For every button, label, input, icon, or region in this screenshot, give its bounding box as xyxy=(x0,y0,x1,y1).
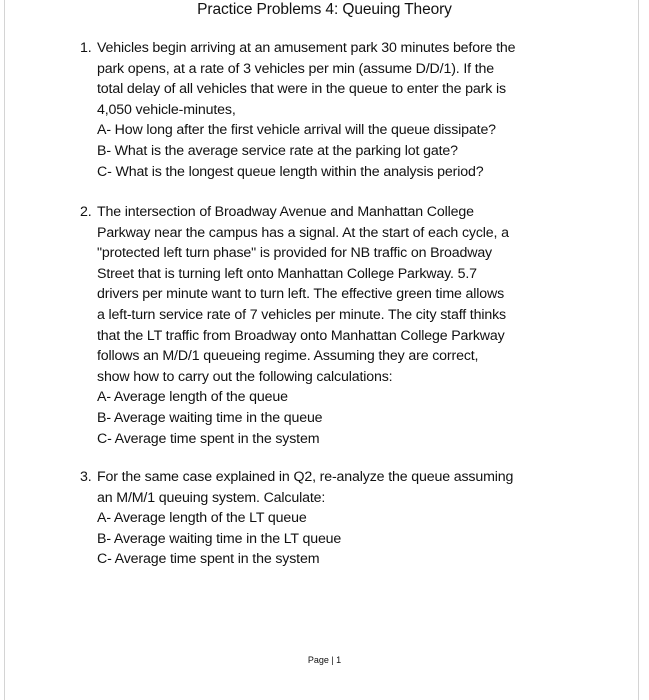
page-number: Page | 1 xyxy=(307,655,342,665)
page-left-edge xyxy=(4,0,5,700)
problem-number: 1. xyxy=(80,40,92,56)
problem-line: drivers per minute want to turn left. The effective green time allows xyxy=(97,286,505,303)
problem-line: Street that is turning left onto Manhattan College Parkway. 5.7 xyxy=(97,265,477,282)
problem-line: a left-turn service rate of 7 vehicles per minute. The city staff thinks xyxy=(97,306,506,323)
problem-line: 4,050 vehicle-minutes, xyxy=(97,101,236,118)
problem-2 xyxy=(80,202,580,449)
problem-line: show how to carry out the following calculations: xyxy=(97,368,393,385)
problem-number: 2. xyxy=(80,204,92,220)
question-a: A- Average length of the LT queue xyxy=(97,510,307,527)
problem-1 xyxy=(80,38,580,182)
problem-line: total delay of all vehicles that were in the queue to enter the park is xyxy=(97,81,506,98)
question-a: A- How long after the first vehicle arrival will the queue dissipate? xyxy=(97,122,496,139)
question-c: C- Average time spent in the system xyxy=(97,430,320,447)
question-b: B- Average waiting time in the queue xyxy=(97,409,323,426)
problem-line xyxy=(80,467,580,488)
problem-line: "protected left turn phase" is provided for NB traffic on Broadway xyxy=(97,245,493,262)
problem-line: Parkway near the campus has a signal. At the start of each cycle, a xyxy=(97,224,509,241)
page-right-edge xyxy=(638,0,639,700)
question-a: A- Average length of the queue xyxy=(97,389,288,406)
question-c: C- Average time spent in the system xyxy=(97,551,320,568)
problem-line: an M/M/1 queuing system. Calculate: xyxy=(97,489,326,506)
question-b: B- What is the average service rate at the parking lot gate? xyxy=(97,142,458,159)
problem-line: park opens, at a rate of 3 vehicles per min (assume D/D/1). If the xyxy=(97,60,494,77)
problem-line xyxy=(80,38,580,59)
question-b: B- Average waiting time in the LT queue xyxy=(97,530,342,547)
page-title: Practice Problems 4: Queuing Theory xyxy=(197,1,452,18)
problem-line: that the LT traffic from Broadway onto Manhattan College Parkway xyxy=(97,327,505,344)
problem-text: Vehicles begin arriving at an amusement park 30 minutes before the xyxy=(97,40,516,56)
problem-text: For the same case explained in Q2, re-analyze the queue assuming xyxy=(97,469,514,485)
problem-number: 3. xyxy=(80,469,92,485)
question-c: C- What is the longest queue length within the analysis period? xyxy=(97,163,484,180)
problem-text: The intersection of Broadway Avenue and Manhattan College xyxy=(97,204,474,220)
problem-3 xyxy=(80,467,580,570)
problem-line: follows an M/D/1 queueing regime. Assuming they are correct, xyxy=(97,348,479,365)
problem-line xyxy=(80,202,580,223)
